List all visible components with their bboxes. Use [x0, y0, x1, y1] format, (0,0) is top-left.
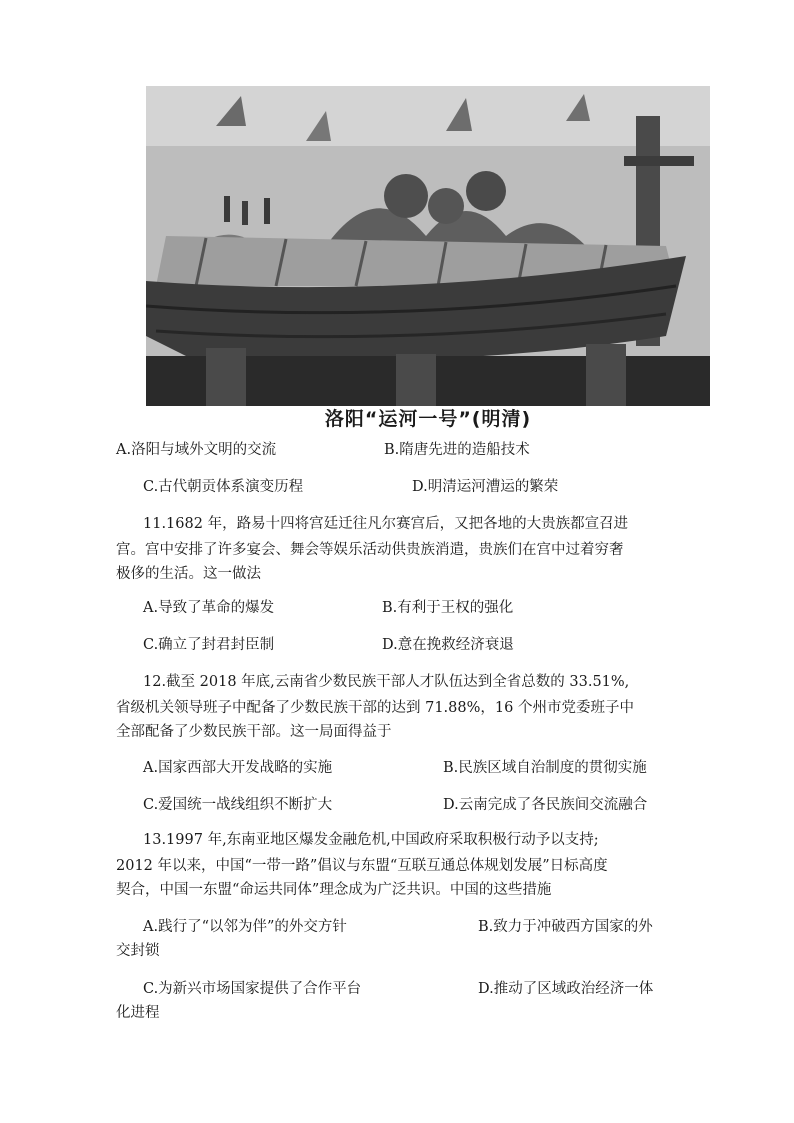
- q11-option-a: A.导致了革命的爆发: [143, 600, 275, 616]
- q12-stem-line-3: 全部配备了少数民族干部。这一局面得益于: [116, 724, 392, 740]
- q13-stem-line-2: 2012 年以来，中国“一带一路”倡议与东盟“互联互通总体规划发展”日标高度: [116, 858, 608, 874]
- q11-option-d: D.意在挽救经济衰退: [382, 637, 514, 653]
- boat-photo: [146, 86, 710, 406]
- q12-option-d: D.云南完成了各民族间交流融合: [443, 797, 648, 813]
- q11-stem-line-1: 11.1682 年，路易十四将宫廷迁往凡尔赛宫后，又把各地的大贵族都宣召进: [143, 516, 629, 532]
- q13-stem-line-1: 13.1997 年,东南亚地区爆发金融危机,中国政府采取积极行动予以支持;: [143, 832, 599, 848]
- q13-option-d-line-1: D.推动了区域政治经济一体: [478, 981, 654, 997]
- q12-option-b: B.民族区域自治制度的贯彻实施: [443, 760, 647, 776]
- q12-option-a: A.国家西部大开发战略的实施: [143, 760, 333, 776]
- boat-illustration: [146, 86, 710, 406]
- q13-option-d-line-2: 化进程: [116, 1005, 160, 1021]
- q13-option-b-line-1: B.致力于冲破西方国家的外: [478, 919, 653, 935]
- q12-stem-line-2: 省级机关领导班子中配备了少数民族干部的达到 71.88%，16 个州市党委班子中: [116, 700, 634, 716]
- q11-option-b: B.有利于王权的强化: [382, 600, 514, 616]
- q10-option-a: A.洛阳与域外文明的交流: [116, 442, 277, 458]
- q11-stem-line-2: 宫。宫中安排了许多宴会、舞会等娱乐活动供贵族消遣，贵族们在宫中过着穷奢: [116, 542, 624, 558]
- q13-stem-line-3: 契合，中国一东盟“命运共同体”理念成为广泛共识。中国的这些措施: [116, 882, 552, 898]
- q11-stem-line-3: 极侈的生活。这一做法: [116, 566, 261, 582]
- q12-option-c: C.爱国统一战线组织不断扩大: [143, 797, 333, 813]
- q10-option-d: D.明清运河漕运的繁荣: [412, 479, 559, 495]
- q13-option-a: A.践行了“以邻为伴”的外交方针: [143, 919, 347, 935]
- q13-option-b-line-2: 交封锁: [116, 943, 160, 959]
- q10-option-c: C.古代朝贡体系演变历程: [143, 479, 304, 495]
- q12-stem-line-1: 12.截至 2018 年底,云南省少数民族干部人才队伍达到全省总数的 33.51%,: [143, 674, 630, 690]
- q10-option-b: B.隋唐先进的造船技术: [384, 442, 530, 458]
- photo-caption: 洛阳“运河一号”(明清): [324, 408, 532, 430]
- q13-option-c: C.为新兴市场国家提供了合作平台: [143, 981, 362, 997]
- q11-option-c: C.确立了封君封臣制: [143, 637, 275, 653]
